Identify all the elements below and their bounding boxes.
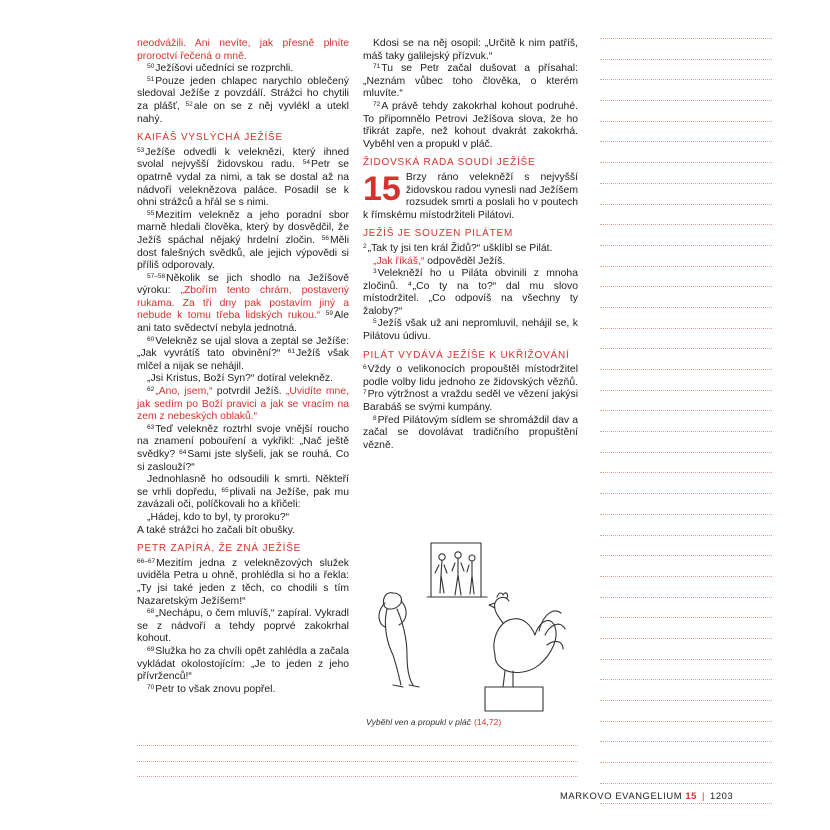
verse-number: 60 xyxy=(147,335,155,343)
verse-text: „Tak ty jsi ten král Židů?“ ušklíbl se Pilát. xyxy=(367,242,553,254)
verse-number: 53 xyxy=(137,146,145,154)
page-footer xyxy=(560,790,733,801)
note-line xyxy=(600,741,772,743)
verse-text: Teď velekněz roztrhl svoje vnější roucho na znamení pobouření a vykřikl: „Nač ještě svědky? xyxy=(137,423,349,460)
note-line xyxy=(600,679,772,681)
note-line xyxy=(600,100,772,102)
note-line xyxy=(600,410,772,412)
note-line xyxy=(600,535,772,537)
verse-paragraph xyxy=(363,268,578,318)
note-line xyxy=(600,576,772,578)
jesus-words: „Ano, jsem,“ xyxy=(155,386,213,398)
verse-paragraph xyxy=(137,147,349,210)
note-line xyxy=(600,431,772,433)
verse-paragraph: „Jsi Kristus, Boží Syn?“ dotíral velekněz. xyxy=(147,373,333,385)
note-line xyxy=(600,472,772,474)
verse-text: Ježíš však mlčel a nijak se nehájil. xyxy=(137,348,349,372)
verse-text: Petr se opatrně vydal za nimi, a tak se dostal až na nádvoří veleknězova paláce. Posadil se k ohni strážců a hřál se s nimi. xyxy=(137,159,349,209)
verse-paragraph xyxy=(137,684,349,697)
verse-text: Pouze jeden chlapec narychlo oblečený sledoval Ježíše z povzdálí. Strážci ho chytili za plášť, xyxy=(137,75,349,112)
verse-number: 3 xyxy=(373,268,377,276)
verse-paragraph xyxy=(363,101,578,151)
section-heading: PILÁT VYDÁVÁ JEŽÍŠE K UKŘIŽOVÁNÍ xyxy=(363,349,570,361)
note-line xyxy=(600,493,772,495)
verse-text: Několik se jich shodlo na Ježíšově výroku: xyxy=(137,272,349,297)
note-line xyxy=(600,59,772,61)
note-line xyxy=(600,390,772,392)
jesus-words: „Uvidíte mne, jak sedím po Boží pravici a jak se vracím na zem z nebeských oblaků.“ xyxy=(137,386,349,423)
verse-paragraph xyxy=(137,424,349,474)
verse-paragraph xyxy=(137,386,349,424)
illustration-caption xyxy=(366,717,501,727)
verse-number: 50 xyxy=(147,63,155,71)
verse-paragraph xyxy=(363,318,578,343)
note-line xyxy=(600,597,772,599)
verse-text: Velekněz se ujal slova a zeptal se Ježíše: „Jak vyvrátíš tato obvinění?“ xyxy=(137,335,349,360)
verse-paragraph xyxy=(363,243,578,256)
verse-paragraph xyxy=(363,364,578,414)
verse-paragraph: A také strážci ho začali bít obušky. xyxy=(137,524,296,536)
verse-number: 7 xyxy=(363,389,367,397)
verse-text: Tu se Petr začal dušovat a přísahal: „Neznám vůbec toho člověka, o kterém mluvíte.“ xyxy=(363,63,578,100)
note-line xyxy=(600,638,772,640)
verse-number: 72 xyxy=(373,100,381,108)
verse-paragraph xyxy=(363,63,578,101)
note-line xyxy=(600,307,772,309)
note-line xyxy=(600,245,772,247)
verse-number: 4 xyxy=(408,280,412,288)
verse-number: 64 xyxy=(179,449,187,456)
verse-number: 57–58 xyxy=(147,272,166,280)
verse-number: 6 xyxy=(363,364,367,372)
verse-number: 52 xyxy=(185,100,193,108)
note-line xyxy=(600,328,772,330)
note-line xyxy=(600,162,772,164)
verse-paragraph xyxy=(137,608,349,646)
verse-text: Mezitím jedna z veleknězových služek uviděla Petra u ohně, prohlédla si ho a řekla: „Ty jsi také jeden z těch, co chodili s tím Nazaretským Ježíšem!“ xyxy=(137,557,349,607)
footer-separator: | xyxy=(701,790,706,801)
note-line xyxy=(600,721,772,723)
verse-number: 5 xyxy=(373,318,377,326)
verse-paragraph xyxy=(137,273,349,336)
section-heading: PETR ZAPÍRÁ, ŽE ZNÁ JEŽÍŠE xyxy=(137,543,302,555)
verse-number: 69 xyxy=(147,645,155,653)
note-line xyxy=(600,183,772,185)
verse-text: Jednohlasně ho odsoudili k smrti. Někteří se vrhli dopředu, xyxy=(137,474,349,498)
section-heading: ŽIDOVSKÁ RADA SOUDÍ JEŽÍŠE xyxy=(363,157,536,169)
verse-text: A právě tehdy zakokrhal kohout podruhé. To připomnělo Petrovi Ježíšova slova, že ho třikrát zapře, než kohout dvakrát zakokrhá. Vyběhl ven a propukl v pláč. xyxy=(363,100,578,150)
verse-text: Měli dost falešných svědků, ale jejich výpovědi si příliš odporovaly. xyxy=(137,234,350,272)
note-line xyxy=(600,348,772,350)
verse-text: Vždy o velikonocích propouštěl místodržitel podle volby lidu jednoho ze židovských vězňů. xyxy=(363,364,578,388)
notes-area-bottom xyxy=(137,745,578,792)
verse-number: 61 xyxy=(287,348,295,356)
note-line xyxy=(600,286,772,288)
note-line xyxy=(600,762,772,764)
middle-column xyxy=(363,38,578,452)
note-line xyxy=(600,121,772,123)
verse-number: 68 xyxy=(147,608,155,616)
verse-number: 71 xyxy=(373,63,381,71)
verse-number: 70 xyxy=(147,683,155,691)
chapter-indicator: 15 xyxy=(685,790,697,801)
caption-reference: (14,72) xyxy=(473,717,502,727)
verse-text: Sami jste slyšeli, jak se rouhá. Co si zaslouží?“ xyxy=(137,449,350,473)
verse-text: Před Pilátovým sídlem se shromáždil dav a začal se dovolávat tradičního propuštění vězně. xyxy=(363,414,578,451)
verse-text: potvrdil Ježíš. xyxy=(216,386,282,398)
note-line xyxy=(137,776,578,778)
jesus-words: „Jak říkáš,“ xyxy=(373,255,425,267)
verse-text: Velekněží ho u Piláta obvinili z mnoha zločinů. xyxy=(363,268,578,292)
verse-text: Ježíš však už ani nepromluvil, nehájil se, k Pilátovu údivu. xyxy=(363,318,578,343)
verse-paragraph xyxy=(137,646,349,684)
chapter-number: 15 xyxy=(363,169,401,208)
verse-number: 56 xyxy=(321,234,329,242)
verse-text: neodvážili. Ani nevíte, jak přesně plníte proroctví řečená o mně. xyxy=(137,38,349,62)
verse-text: odpověděl Ježíš. xyxy=(427,255,506,267)
note-line xyxy=(600,204,772,206)
verse-text: Služka ho za chvíli opět zahlédla a začala vykládat okolostojícím: „Je to jeden z jeho přívrženců!“ xyxy=(137,645,349,683)
verse-paragraph: „Hádej, kdo to byl, ty proroku?“ xyxy=(147,511,290,523)
note-line xyxy=(600,617,772,619)
verse-paragraph xyxy=(137,76,349,126)
verse-number: 62 xyxy=(147,386,155,394)
page-number: 1203 xyxy=(710,790,734,801)
verse-text: plivali na Ježíše, pak mu zavázali oči, políčkovali ho a křičeli: xyxy=(137,486,349,511)
verse-number: 54 xyxy=(302,159,311,167)
verse-number: 66–67 xyxy=(137,557,156,565)
verse-paragraph xyxy=(363,415,578,453)
note-line xyxy=(137,761,578,763)
illustration-peter-rooster xyxy=(363,535,578,715)
note-line xyxy=(137,745,578,747)
note-line xyxy=(600,452,772,454)
note-line xyxy=(600,803,772,805)
verse-paragraph xyxy=(363,169,578,222)
verse-text: Mezitím velekněz a jeho poradní sbor marně hledali člověka, který by dosvědčil, že Ježíš spáchal nějaký hrdelní zločin. xyxy=(137,209,349,246)
note-line xyxy=(600,659,772,661)
verse-text: Ale ani tato svědectví nebyla jednotná. xyxy=(137,310,349,335)
verse-number: 63 xyxy=(147,423,155,431)
section-heading: KAIFÁŠ VYSLÝCHÁ JEŽÍŠE xyxy=(137,132,283,144)
note-line xyxy=(600,514,772,516)
verse-text: „Nechápu, o čem mluvíš,“ zapíral. Vykradl se z nádvoří a tehdy poprvé zakokrhal kohout. xyxy=(137,608,349,645)
verse-text: Ježíšovi učedníci se rozprchli. xyxy=(155,63,294,75)
verse-paragraph: Kdosi se na něj osopil: „Určitě k nim patříš, máš taky galilejský přízvuk.“ xyxy=(363,38,578,62)
note-line xyxy=(600,38,772,40)
note-line xyxy=(600,555,772,557)
verse-text: Ježíše odvedli k veleknězi, který ihned svolal nejvyšší židovskou radu. xyxy=(137,146,349,171)
verse-number: 2 xyxy=(363,242,367,250)
caption-text: Vyběhl ven a propukl v pláč xyxy=(366,717,471,727)
verse-text: ale on se z něj vyvlékl a utekl nahý. xyxy=(137,100,349,125)
verse-paragraph xyxy=(363,256,578,269)
verse-number: 65 xyxy=(221,486,229,494)
verse-paragraph xyxy=(137,474,349,512)
pedestal xyxy=(485,687,543,711)
left-column xyxy=(137,38,349,696)
section-heading: JEŽÍŠ JE SOUZEN PILÁTEM xyxy=(363,228,514,240)
note-line xyxy=(600,79,772,81)
verse-text: Pro výtržnost a vraždu seděl ve vězení jakýsi Barabáš se svými kumpány. xyxy=(363,389,578,414)
verse-number: 8 xyxy=(373,414,377,422)
verse-paragraph xyxy=(137,210,349,273)
verse-number: 51 xyxy=(147,75,155,83)
verse-paragraph xyxy=(137,336,349,374)
verse-text: Brzy ráno velekněží s nejvyšší židovskou radou vynesli nad Ježíšem rozsudek smrti a poslali ho v poutech k římskému místodržiteli Pilátovi. xyxy=(363,171,578,221)
note-line xyxy=(600,783,772,785)
jesus-words: „Zbořím tento chrám, postavený rukama. Za tři dny pak postavím jiný a nebude k tomu třeba lidských rukou.“ xyxy=(137,285,350,322)
verse-text: Petr to však znovu popřel. xyxy=(155,683,276,695)
notes-area-right xyxy=(600,38,772,824)
note-line xyxy=(600,224,772,226)
illustration-drawing xyxy=(363,535,578,715)
note-line xyxy=(600,141,772,143)
book-title: MARKOVO EVANGELIUM xyxy=(560,790,683,801)
verse-number: 59 xyxy=(325,310,333,318)
verse-number: 55 xyxy=(147,209,155,217)
verse-paragraph xyxy=(137,63,349,76)
note-line xyxy=(600,700,772,702)
verse-paragraph xyxy=(137,558,349,608)
note-line xyxy=(600,369,772,371)
verse-text: „Co ty na to?“ dal mu slovo místodržitel. „Co odpovíš na všechny ty žaloby?“ xyxy=(363,280,578,317)
note-line xyxy=(600,266,772,268)
